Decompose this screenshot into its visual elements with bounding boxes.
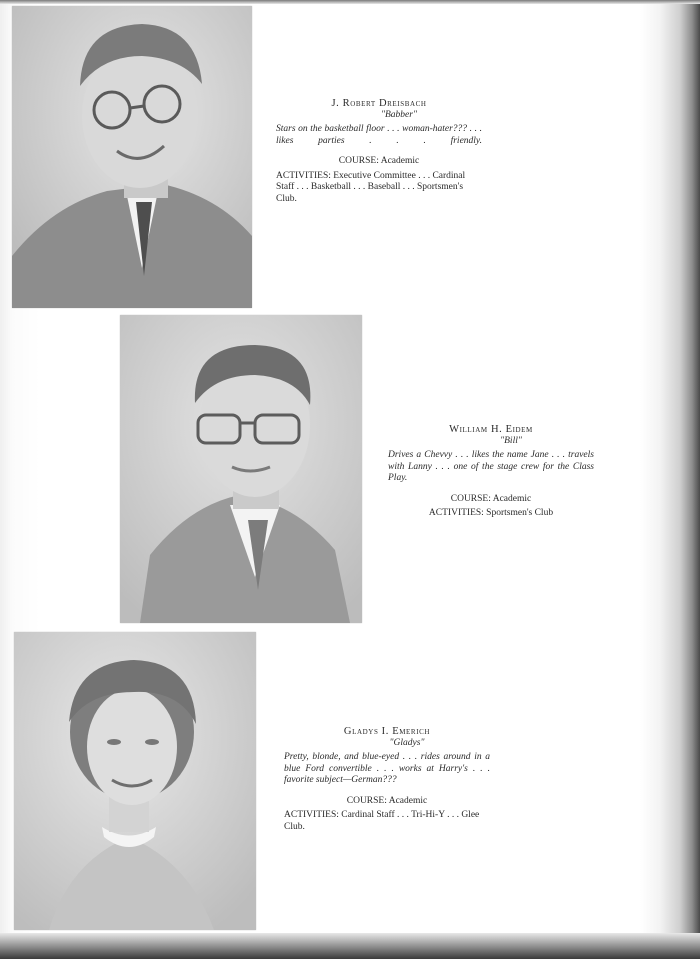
student-course: COURSE: Academic — [450, 493, 532, 504]
student-entry-eidem — [388, 424, 594, 520]
student-description: Drives a Chevvy . . . likes the name Jane . . . travels with Lanny . . . one of the stage crew for the Class Play. — [388, 450, 594, 483]
student-activities: ACTIVITIES: Executive Committee . . . Cardinal Staff . . . Basketball . . . Baseball . . . Sportsmen's Club. — [276, 170, 466, 204]
student-nickname: "Bill" — [500, 436, 522, 446]
portrait-photo-emerich — [14, 632, 256, 930]
page-bottom-edge — [0, 933, 700, 959]
student-nickname: "Babber" — [381, 110, 417, 120]
student-activities: ACTIVITIES: Sportsmen's Club — [428, 508, 554, 518]
student-name: Gladys I. Emerich — [343, 726, 431, 737]
portrait-photo-eidem — [120, 315, 362, 623]
student-nickname: "Gladys" — [389, 738, 425, 748]
student-description: Pretty, blonde, and blue-eyed . . . rides around in a blue Ford convertible . . . works at Harry's . . . favorite subject—German??? — [284, 752, 490, 785]
student-entry-emerich — [284, 726, 490, 833]
student-entry-dreisbach — [276, 98, 482, 205]
student-description: Stars on the basketball floor . . . woman-hater??? . . . likes parties . . . friendly. — [276, 124, 482, 146]
student-course: COURSE: Academic — [346, 795, 428, 806]
student-course: COURSE: Academic — [338, 156, 420, 166]
student-name: William H. Eidem — [449, 424, 533, 435]
portrait-photo-dreisbach — [12, 6, 252, 308]
page-top-edge — [0, 0, 700, 4]
student-name: J. Robert Dreisbach — [331, 98, 427, 109]
student-activities: ACTIVITIES: Cardinal Staff . . . Tri-Hi-Y . . . Glee Club. — [284, 810, 480, 832]
